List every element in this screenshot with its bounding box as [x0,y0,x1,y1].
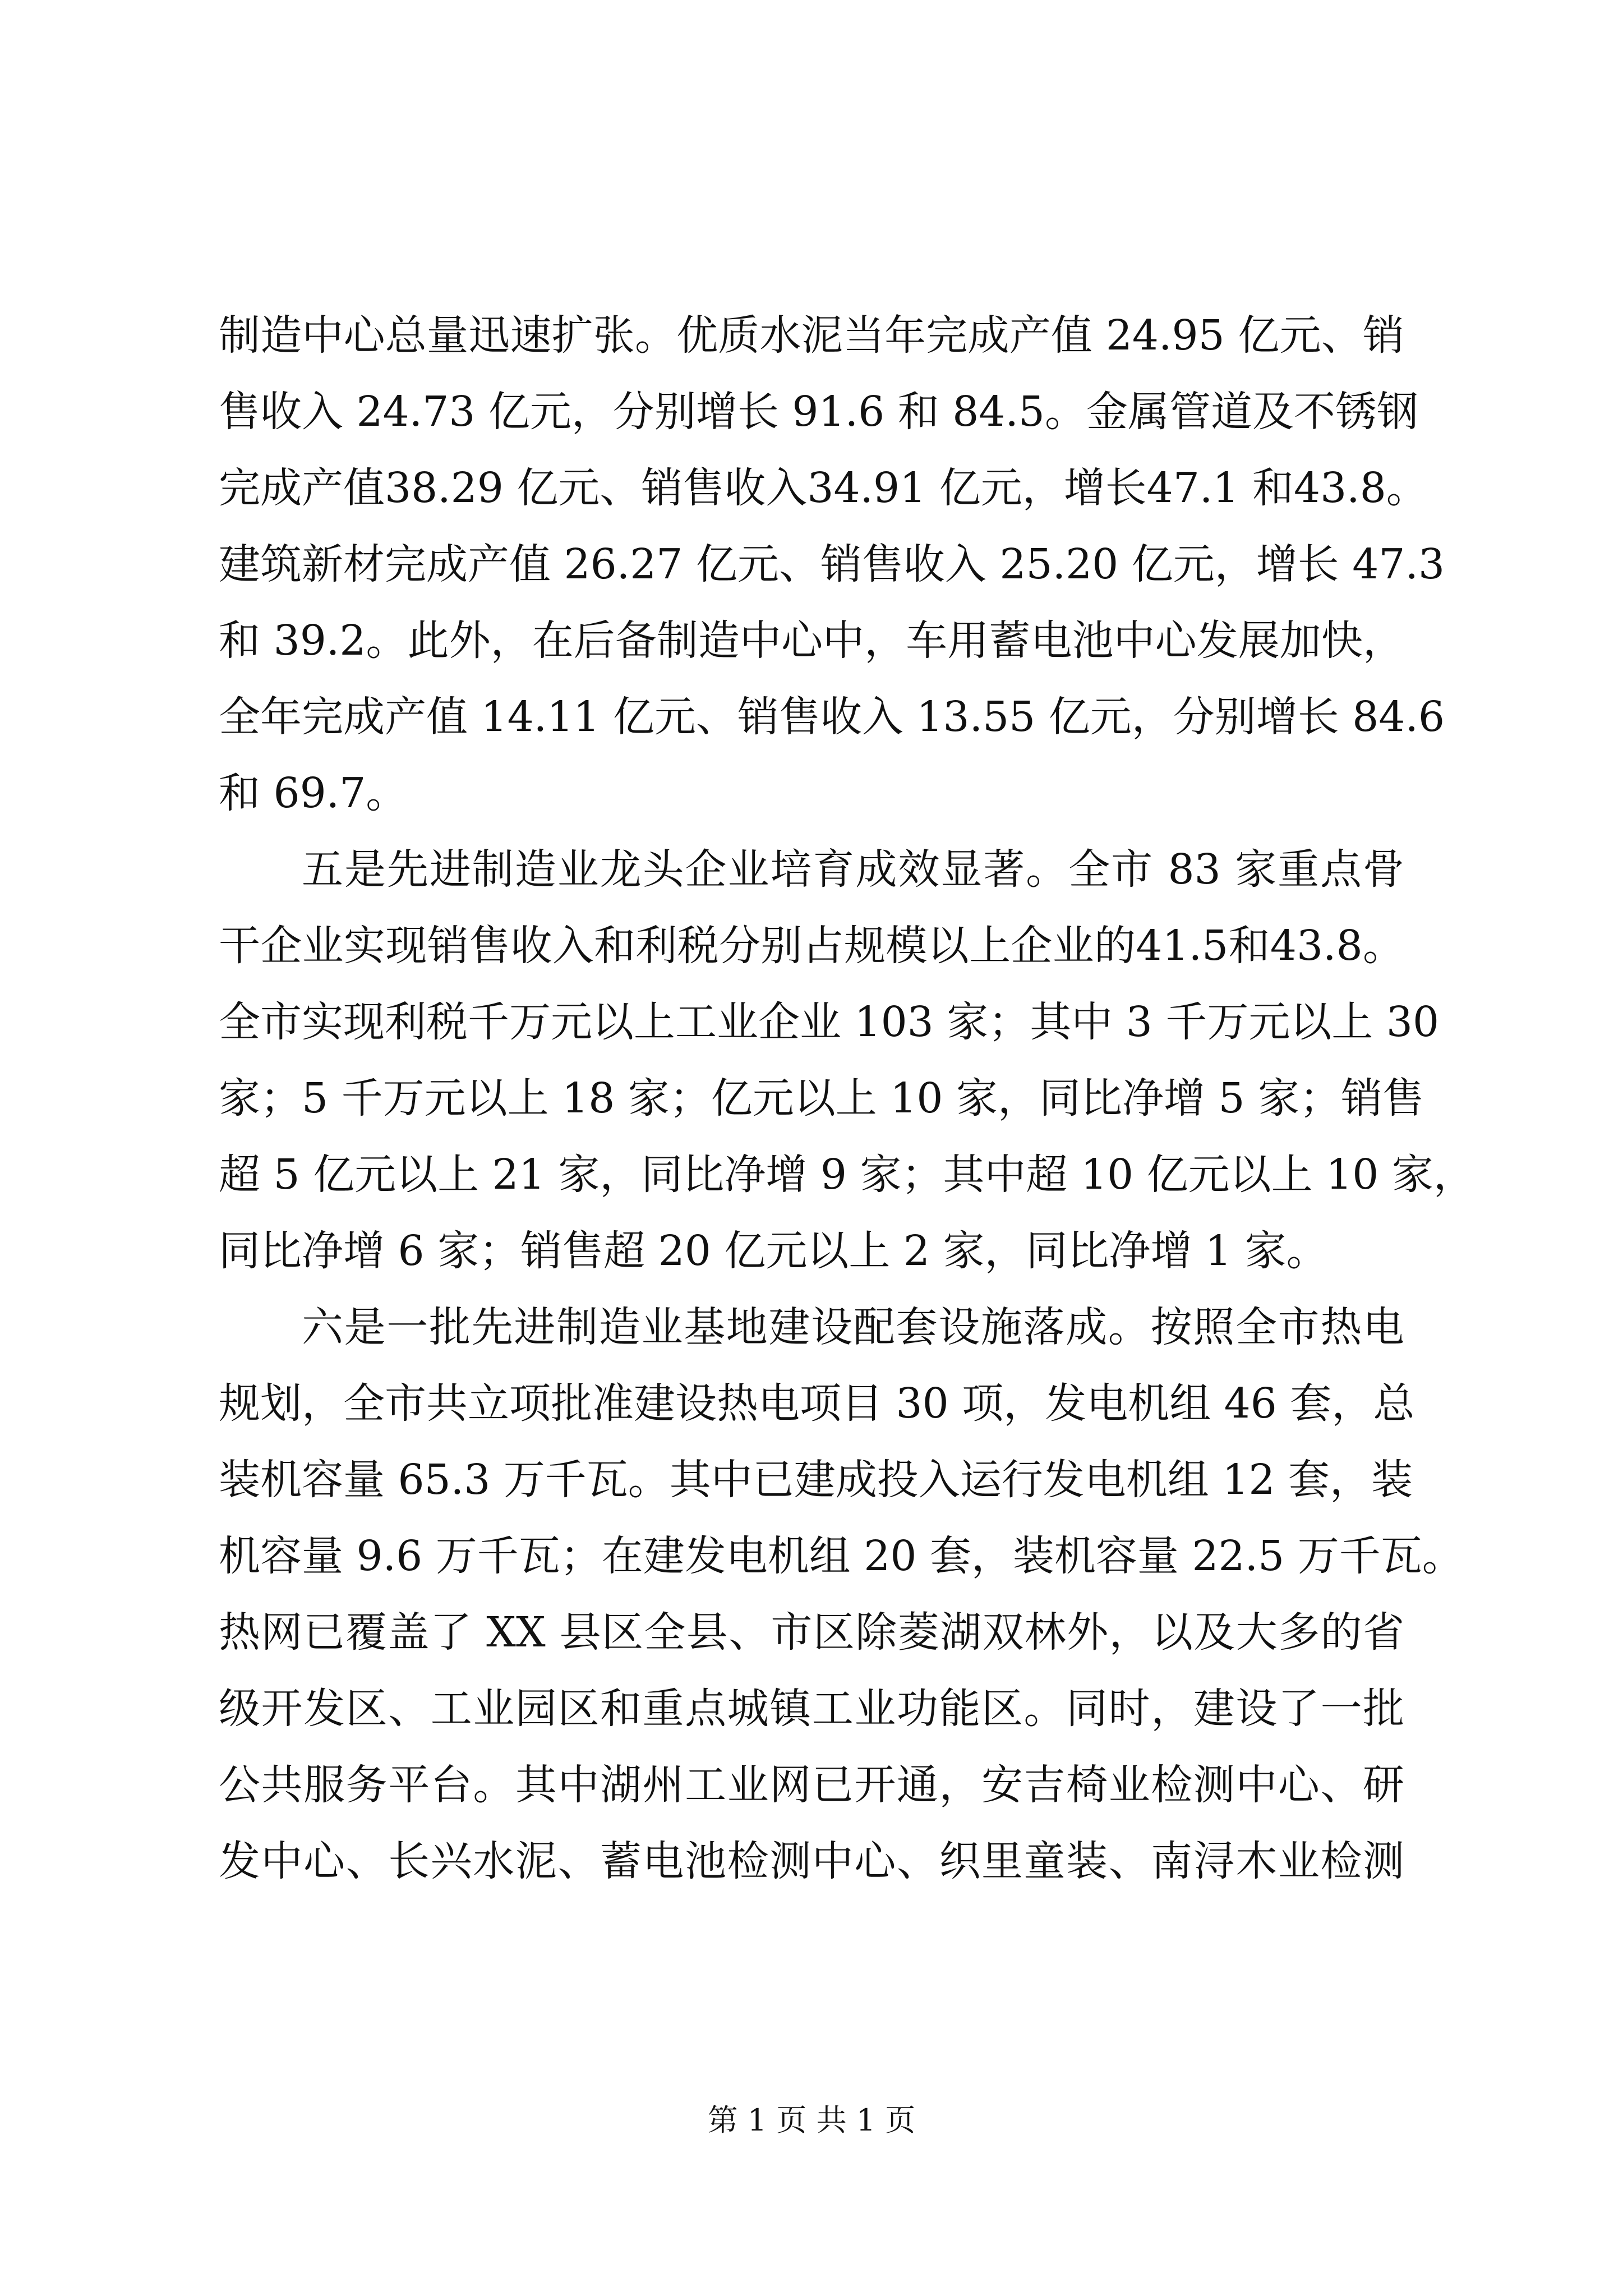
page-footer [0,2101,1623,2140]
paragraph-3-line-1: 六是一批先进制造业基地建设配套设施落成。按照全市热电 [302,1303,1404,1351]
paragraph-1-line-6: 全年完成产值 14.11 亿元、销售收入 13.55 亿元，分别增长 84.6 [219,693,1445,741]
paragraph-1-line-7: 和 69.7。 [219,769,408,817]
paragraph-1-line-3: 完成产值38.29 亿元、销售收入34.91 亿元，增长47.1 和43.8。 [219,464,1428,512]
paragraph-3-line-6: 级开发区、工业园区和重点城镇工业功能区。同时，建设了一批 [219,1685,1404,1733]
paragraph-3-line-4: 机容量 9.6 万千瓦；在建发电机组 20 套，装机容量 22.5 万千瓦。 [219,1532,1464,1580]
page-number-label: 第 1 页 共 1 页 [707,2102,916,2138]
paragraph-2-line-5: 超 5 亿元以上 21 家，同比净增 9 家；其中超 10 亿元以上 10 家， [219,1151,1475,1199]
paragraph-1-line-1: 制造中心总量迅速扩张。优质水泥当年完成产值 24.95 亿元、销 [219,311,1404,360]
body-text [219,297,1475,1899]
paragraph-1-line-5: 和 39.2。此外，在后备制造中心中，车用蓄电池中心发展加快， [219,616,1404,665]
paragraph-3-line-8: 发中心、长兴水泥、蓄电池检测中心、织里童装、南浔木业检测 [219,1837,1404,1885]
paragraph-3-line-5: 热网已覆盖了 XX 县区全县、市区除菱湖双林外，以及大多的省 [219,1608,1404,1657]
paragraph-2-line-4: 家；5 千万元以上 18 家；亿元以上 10 家，同比净增 5 家；销售 [219,1074,1424,1122]
paragraph-2-line-2: 干企业实现销售收入和利税分别占规模以上企业的41.5和43.8。 [219,922,1404,970]
paragraph-3-line-3: 装机容量 65.3 万千瓦。其中已建成投入运行发电机组 12 套，装 [219,1456,1413,1504]
paragraph-2-line-3: 全市实现利税千万元以上工业企业 103 家；其中 3 千万元以上 30 [219,998,1440,1046]
paragraph-2-line-1: 五是先进制造业龙头企业培育成效显著。全市 83 家重点骨 [302,845,1404,894]
paragraph-3-line-7: 公共服务平台。其中湖州工业网已开通，安吉椅业检测中心、研 [219,1761,1404,1809]
paragraph-2-line-6: 同比净增 6 家；销售超 20 亿元以上 2 家，同比净增 1 家。 [219,1227,1328,1275]
paragraph-1-line-2: 售收入 24.73 亿元，分别增长 91.6 和 84.5。金属管道及不锈钢 [219,388,1418,436]
paragraph-3-line-2: 规划，全市共立项批准建设热电项目 30 项，发电机组 46 套，总 [219,1379,1415,1428]
paragraph-1-line-4: 建筑新材完成产值 26.27 亿元、销售收入 25.20 亿元，增长 47.3 [219,540,1445,588]
